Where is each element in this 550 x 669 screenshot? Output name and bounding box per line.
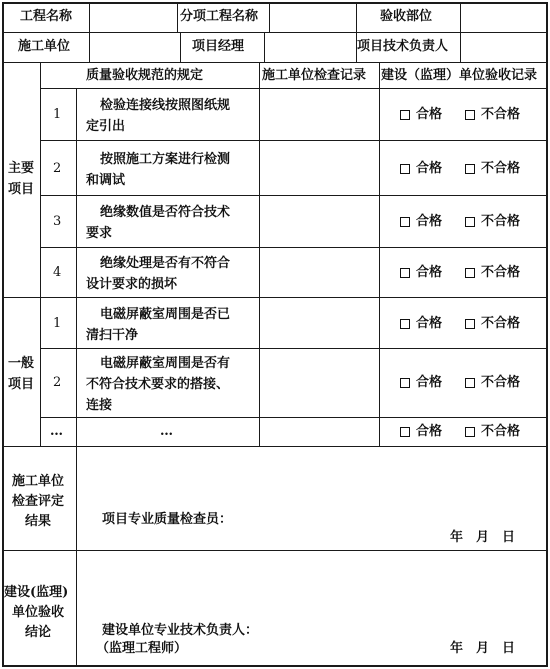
tech-lead-field[interactable]: [461, 33, 545, 61]
fail-checkbox[interactable]: [465, 110, 475, 120]
item-spec-text: 绝缘数值是否符合技术: [100, 205, 231, 220]
construction-check-cell[interactable]: [260, 248, 378, 296]
item-spec-text: 要求: [86, 226, 113, 241]
item-spec-text: 电磁屏蔽室周围是否有: [100, 356, 231, 371]
construction-check-cell[interactable]: [260, 298, 378, 347]
item-spec-text: 清扫干净: [86, 328, 139, 343]
item-spec-text: 电磁屏蔽室周围是否已: [100, 307, 231, 322]
pass-checkbox[interactable]: [400, 110, 410, 120]
construction-check-header: 施工单位检查记录: [262, 68, 367, 83]
pass-checkbox[interactable]: [400, 427, 410, 437]
item-spec-text: 检验连接线按照图纸规: [100, 98, 231, 113]
construction-unit-field[interactable]: [90, 33, 179, 61]
fail-checkbox[interactable]: [465, 378, 475, 388]
supervision-record-header: 建设（监理）单位验收记录: [381, 68, 538, 83]
pass-label: 合格: [416, 161, 443, 176]
item-number: 1: [53, 316, 62, 331]
item-spec-text: 不符合技术要求的搭接、: [86, 377, 230, 392]
construction-check-cell[interactable]: [260, 418, 378, 445]
pass-checkbox[interactable]: [400, 319, 410, 329]
construction-check-cell[interactable]: [260, 349, 378, 416]
pass-label: 合格: [416, 424, 443, 439]
construction-unit-label: 施工单位: [18, 39, 71, 54]
fail-label: 不合格: [481, 424, 521, 439]
item-number: 1: [53, 107, 62, 122]
general-items-label: 一般: [8, 356, 35, 371]
sub-project-label: 分项工程名称: [180, 9, 259, 24]
fail-label: 不合格: [481, 265, 521, 280]
pass-checkbox[interactable]: [400, 164, 410, 174]
fail-label: 不合格: [481, 214, 521, 229]
construction-date: 年 月 日: [450, 530, 516, 545]
acceptance-part-label: 验收部位: [380, 9, 433, 24]
project-manager-label: 项目经理: [192, 39, 245, 54]
fail-checkbox[interactable]: [465, 268, 475, 278]
item-number: 2: [53, 375, 62, 390]
supervision-engineer-label: （监理工程师）: [96, 641, 188, 656]
project-name-label: 工程名称: [20, 9, 73, 24]
supervision-result-label-2: 单位验收: [12, 605, 65, 620]
pass-label: 合格: [416, 375, 443, 390]
fail-checkbox[interactable]: [465, 164, 475, 174]
item-number: 4: [53, 265, 62, 280]
fail-checkbox[interactable]: [465, 217, 475, 227]
item-number: 3: [53, 214, 62, 229]
construction-result-label: 施工单位: [12, 474, 65, 489]
fail-label: 不合格: [481, 107, 521, 122]
construction-result-label-2: 检查评定: [12, 494, 65, 509]
fail-label: 不合格: [481, 316, 521, 331]
item-spec-text: 设计要求的损坏: [86, 277, 178, 292]
general-items-label-2: 项目: [8, 377, 35, 392]
sub-project-field[interactable]: [270, 3, 355, 31]
fail-label: 不合格: [481, 375, 521, 390]
item-number: 2: [53, 161, 62, 176]
item-spec-text: 绝缘处理是否有不符合: [100, 256, 231, 271]
fail-checkbox[interactable]: [465, 427, 475, 437]
inspector-label: 项目专业质量检查员：: [102, 512, 233, 527]
item-number: …: [50, 424, 63, 439]
pass-label: 合格: [416, 214, 443, 229]
pass-checkbox[interactable]: [400, 217, 410, 227]
pass-checkbox[interactable]: [400, 378, 410, 388]
tech-lead-signature-label: 建设单位专业技术负责人：: [102, 623, 259, 638]
supervision-result-label: 建设(监理): [4, 585, 69, 600]
main-items-label-2: 项目: [8, 182, 35, 197]
construction-check-cell[interactable]: [260, 141, 378, 194]
supervision-result-label-3: 结论: [25, 625, 52, 640]
spec-column-header: 质量验收规范的规定: [86, 68, 204, 83]
project-name-field[interactable]: [90, 3, 176, 31]
item-spec-text: 定引出: [86, 119, 126, 134]
pass-label: 合格: [416, 265, 443, 280]
tech-lead-label: 项目技术负责人: [357, 39, 449, 54]
construction-check-cell[interactable]: [260, 89, 378, 139]
pass-checkbox[interactable]: [400, 268, 410, 278]
item-spec-text: 按照施工方案进行检测: [100, 152, 231, 167]
main-items-label: 主要: [8, 161, 35, 176]
fail-label: 不合格: [481, 161, 521, 176]
supervision-date: 年 月 日: [450, 641, 516, 656]
project-manager-field[interactable]: [265, 33, 355, 61]
item-spec-text: 连接: [86, 398, 113, 413]
acceptance-part-field[interactable]: [461, 3, 545, 31]
pass-label: 合格: [416, 316, 443, 331]
pass-label: 合格: [416, 107, 443, 122]
construction-result-label-3: 结果: [25, 514, 52, 529]
construction-check-cell[interactable]: [260, 196, 378, 246]
fail-checkbox[interactable]: [465, 319, 475, 329]
item-spec-text: 和调试: [86, 173, 126, 188]
item-spec-text: …: [160, 424, 173, 439]
